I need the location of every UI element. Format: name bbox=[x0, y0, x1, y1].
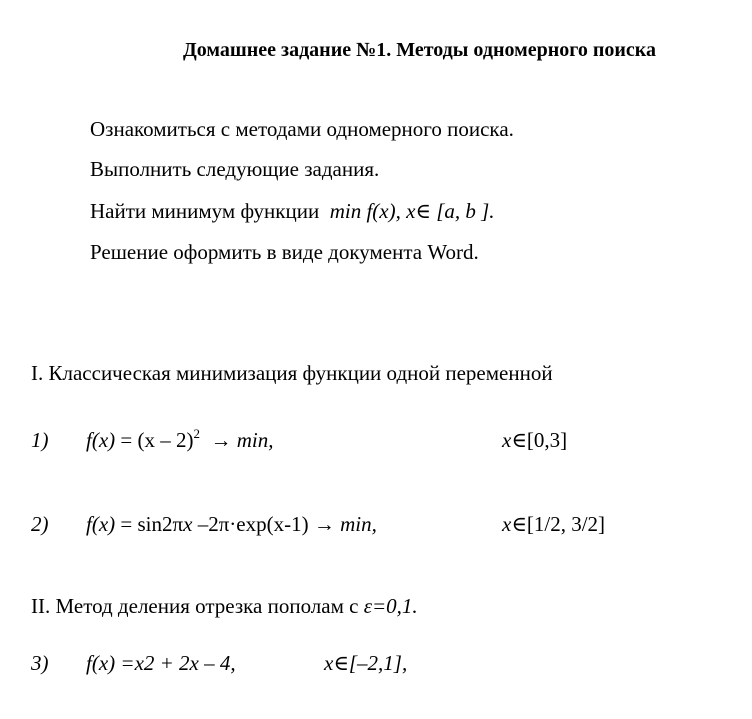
problem-1-formula bbox=[86, 427, 274, 453]
section-1-heading: I. Классическая минимизация функции одной переменной bbox=[31, 361, 553, 385]
problem-3-domain: x∈[–2,1], bbox=[324, 651, 408, 675]
problem-3-formula: f(x) =x2 + 2x – 4, bbox=[86, 651, 236, 675]
problem-2-formula bbox=[86, 511, 377, 537]
section-2-epsilon: ε=0,1. bbox=[363, 594, 418, 618]
find-minimum-text: Найти минимум функции bbox=[90, 199, 320, 223]
problem-2-expression: = sin2π bbox=[115, 512, 184, 536]
problem-1-domain bbox=[502, 427, 567, 453]
problem-2-expression-rest: –2π·exp(x-1) → bbox=[192, 512, 341, 536]
problem-2-number: 2) bbox=[31, 512, 49, 536]
intro-line-do-tasks: Выполнить следующие задания. bbox=[90, 157, 380, 181]
problem-2-fx: f(x) bbox=[86, 512, 116, 536]
problem-1-domain-var: x bbox=[502, 428, 512, 452]
problem-1-expression: = (x – 2) bbox=[115, 428, 194, 452]
problem-3-number: 3) bbox=[31, 651, 49, 675]
problem-1-min: min, bbox=[236, 428, 274, 452]
document-title: Домашнее задание №1. Методы одномерного поиска bbox=[183, 39, 656, 61]
section-2-heading bbox=[31, 593, 418, 619]
problem-2-domain-var: x bbox=[502, 512, 512, 536]
intro-line-word-format: Решение оформить в виде документа Word. bbox=[90, 240, 479, 264]
problem-1-number: 1) bbox=[31, 428, 49, 452]
section-2-heading-text: II. Метод деления отрезка пополам с bbox=[31, 594, 364, 618]
problem-1-exponent: 2 bbox=[193, 426, 200, 441]
find-minimum-formula: min f(x), x∈ [a, b ]. bbox=[329, 199, 495, 223]
problem-2-min: min, bbox=[340, 512, 377, 536]
problem-1-fx: f(x) bbox=[86, 428, 116, 452]
problem-2-domain bbox=[502, 511, 605, 537]
problem-2-domain-range: ∈[1/2, 3/2] bbox=[511, 512, 606, 536]
problem-1-arrow: → bbox=[200, 428, 237, 452]
intro-line-find-minimum bbox=[90, 198, 495, 224]
problem-1-domain-range: ∈[0,3] bbox=[511, 428, 568, 452]
problem-2-x: x bbox=[183, 512, 193, 536]
intro-line-read-methods: Ознакомиться с методами одномерного поиска. bbox=[90, 117, 514, 141]
